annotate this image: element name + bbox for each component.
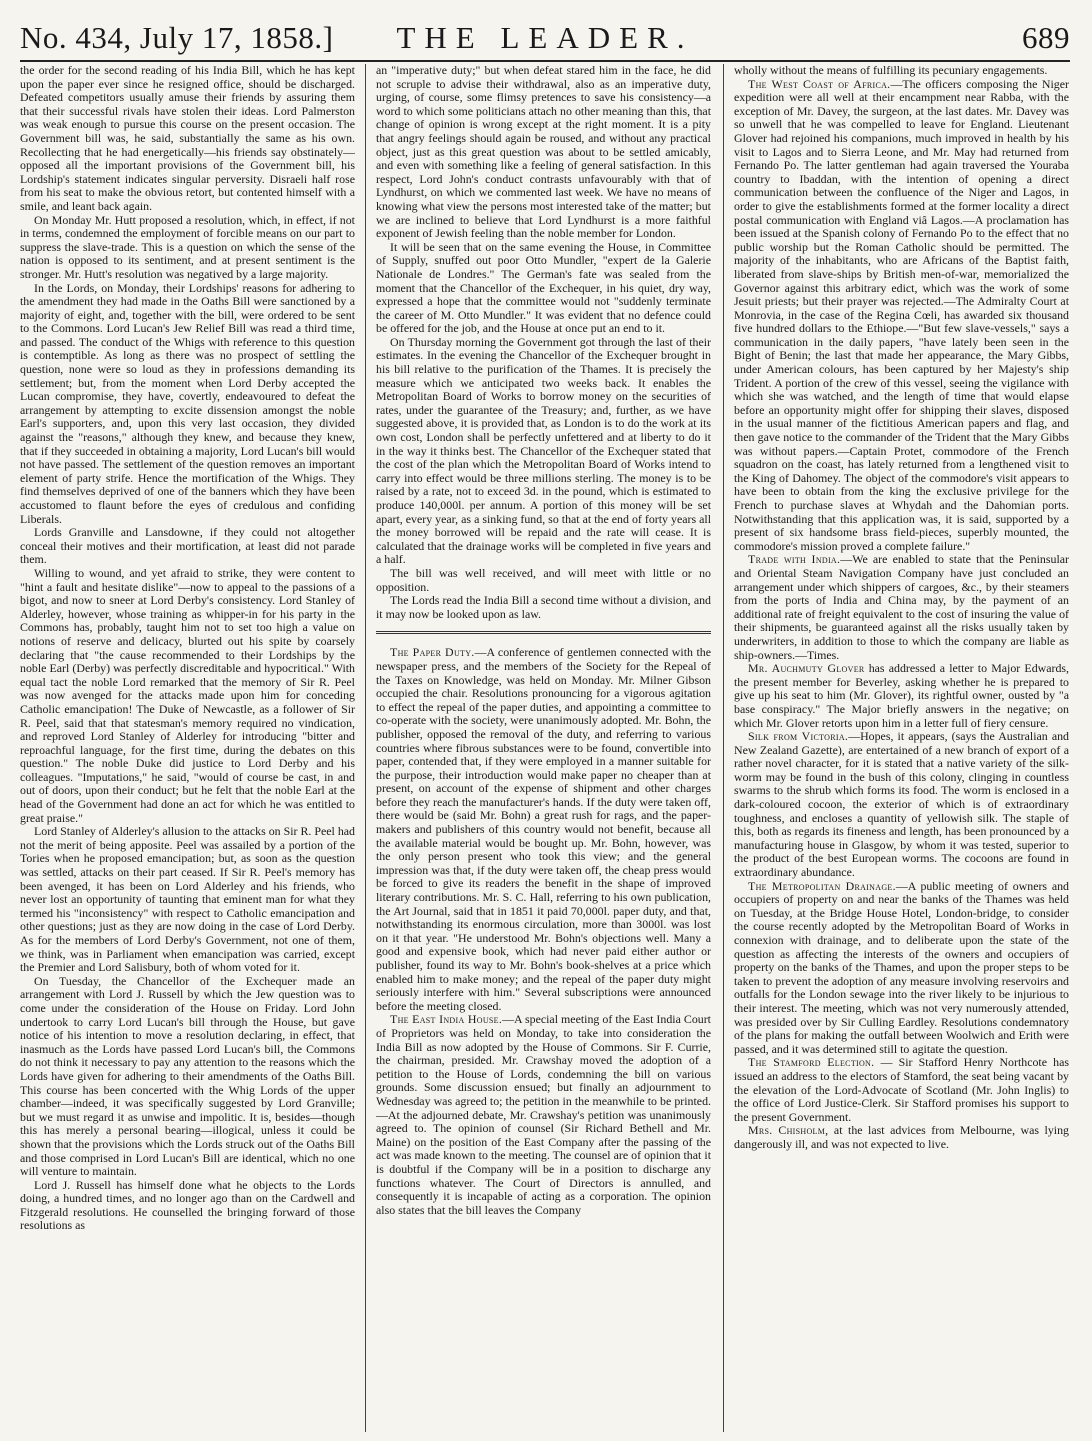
news-item-auchmuty-glover: [734, 662, 1069, 730]
item-heading: Trade with India.: [748, 552, 841, 567]
paragraph: It will be seen that on the same evening the House, in Committee of Supply, snuffed out poor Otto Mundler, "expert de la Galerie Nationale de Londres." The German's fate was sealed from the moment that the Chancellor of the Exchequer, in his quiet, dry way, expressed a hope that the committee would not "suddenly terminate the career of M. Otto Mundler." It was evident that no defence could be offered for the job, and the House at once put an end to it.: [376, 239, 711, 336]
news-item-trade-with-india: [734, 553, 1069, 662]
news-item-west-coast-africa: [734, 78, 1069, 554]
item-body: —Hopes, it appears, (says the Australian and New Zealand Gazette), are entertained of a new branch of export of a rather novel character, for it is stated that a native variety of the silk-worm may be found in the bush of this colony, clinging in countless swarms to the shrub which forms its food. The worm is enclosed in a dark-coloured cocoon, the exterior of which is of extraordinary toughness, and encloses a quantity of yellowish silk. The staple of this, both as regards its fineness and length, has been pronounced by a manufacturing house in Glasgow, by whom it was tested, superior to the product of the best European worms. The cocoons are found in extraordinary abundance.: [734, 729, 1069, 880]
paragraph: On Monday Mr. Hutt proposed a resolution, which, in effect, if not in terms, condemned the employment of forcible means on our part to suppress the slave-trade. This is a question on which the sense of the nation is opposed to its sentiment, and at present sentiment is the stronger. Mr. Hutt's resolution was negatived by a large majority.: [20, 212, 355, 281]
item-heading: Mr. Auchmuty Glover: [748, 661, 865, 676]
paragraph: On Thursday morning the Government got through the last of their estimates. In the evening the Chancellor of the Exchequer brought in his bill relative to the purification of the Thames. It is precisely the measure which we anticipated two weeks back. It enables the Metropolitan Board of Works to borrow money on the securities of rates, under the guarantee of the Treasury; and, further, as we have suggested above, it is provided that, as London is to do the work at its own cost, London shall be perfectly unfettered and at liberty to do it in the way it thinks best. The Chancellor of the Exchequer stated that the cost of the plan which the Metropolitan Board of Works intend to carry into effect would be three millions sterling. The money is to be raised by a rate, not to exceed 3d. in the pound, which is estimated to produce 140,000l. per annum. A portion of this money will be set apart, every year, as a sinking fund, so that at the end of forty years all the money borrowed will be repaid and the rate will cease. It is calculated that the drainage works will be completed in five years and a half.: [376, 334, 711, 567]
section-divider: [376, 633, 711, 634]
item-heading: Silk from Victoria.: [748, 729, 849, 744]
column-3: [734, 64, 1069, 1432]
column-rule-1: [365, 64, 366, 1432]
paragraph: the order for the second reading of his India Bill, which he has kept upon the paper ever since he resigned office, should be discharged. Defeated competitors usually amuse their friends by assuring them that their successful rivals have stolen their ideas. Lord Palmerston was weak enough to pursue this course on the present occasion. The Government bill was, he said, substantially the same as his own. Recollecting that he had energetically—his friends say obstinately—opposed all the important provisions of the Government bill, his Lordship's statement indicates singular perversity. Disraeli half rose from his seat to make the obvious retort, but contented himself with a smile, and leant back again.: [20, 64, 355, 213]
column-rule-2: [723, 64, 724, 1432]
section-divider: [376, 631, 711, 632]
item-body: —We are enabled to state that the Peninsular and Oriental Steam Navigation Company have just concluded an arrangement under which shippers of cargoes, &c., by their steamers from the ports of India and China may, by the payment of an additional rate of freight equivalent to the cost of insuring the value of their shipments, be guaranteed against all the risks usually taken by underwriters, in addition to those to which the company are liable as ship-owners.—Times.: [734, 552, 1069, 662]
item-heading: The Metropolitan Drainage.: [748, 878, 896, 893]
item-heading: The Paper Duty.: [390, 645, 475, 660]
news-item-stamford-election: [734, 1056, 1069, 1124]
paragraph: an "imperative duty;" but when defeat stared him in the face, he did not scruple to advise their withdrawal, also as an imperative duty, urging, of course, some flimsy pretences to save his consistency—a word to which some politicians attach no other meaning than this, that change of opinion is wrong except at the right moment. It is a pity that angry feelings should again be roused, and without any practical object, just as this great question was about to be settled amicably, and even with something like a feeling of general satisfaction. In this respect, Lord John's conduct contrasts unfavourably with that of Lyndhurst, on which we commented last week. We have no means of knowing what view the persons most interested take of the matter; but we are inclined to believe that Lord Lyndhurst is a more faithful exponent of Jewish feeling than the noble member for London.: [376, 64, 711, 241]
item-body: —A conference of gentlemen connected with the newspaper press, and the members of the Society for the Repeal of the Taxes on Knowledge, was held on Monday. Mr. Milner Gibson occupied the chair. Resolutions pronouncing for a vigorous agitation to effect the repeal of the paper duties, and appointing a committee to co-operate with the society, were unanimously adopted. Mr. Bohn, the publisher, opposed the removal of the duty, and referring to various countries where fibrous substances were to be found, convertible into paper, contended that, if they were employed in a manner suitable for the purpose, their introduction would make paper no cheaper than at present, on account of the expense of shipment and other charges before they reach the manufacturer's hands. If the duty were taken off, there would be (said Mr. Bohn) a great rush for rags, and the paper-makers and publishers of this country would not benefit, because all the available material would be bought up. Mr. Bohn, however, was the only person present who took this view; and the general impression was that, if the duty were taken off, the cheap press would be forced to give its readers the benefit in the shape of improved literary contributions. Mr. S. C. Hall, referring to his own publication, the Art Journal, said that in 1851 it paid 70,000l. paper duty, and that, notwithstanding its enormous circulation, more than 3000l. was lost on it that year. "He understood Mr. Bohn's objections well. Many a good and expensive book, which had never paid either author or publisher, found its way to Mr. Bohn's book-shelves at a price which enabled him to make money; and the repeal of the paper duty might seriously interfere with him." Several subscriptions were announced before the meeting closed.: [376, 645, 711, 1013]
item-body: — Sir Stafford Henry Northcote has issued an address to the electors of Stamford, the seat being vacant by the elevation of the Lord-Advocate of Scotland (Mr. John Inglis) to the office of Lord Justice-Clerk. Sir Stafford promises his support to the present Government.: [734, 1055, 1069, 1124]
column-2: [376, 64, 711, 1432]
item-heading: Mrs. Chisholm,: [748, 1123, 829, 1138]
paragraph: The bill was well received, and will meet with little or no opposition.: [376, 565, 711, 594]
paragraph: Willing to wound, and yet afraid to strike, they were content to "hint a fault and hesitate dislike"—now to appeal to the passions of a bigot, and now to sneer at Lord Derby's consistency. Lord Stanley of Alderley, however, whose training as whipper-in for his party in the Commons has, probably, taught him not to set too high a value on notions of reserve and delicacy, blurted out his spite by coarsely declaring that "the cause recommended to their Lordships by the noble Earl (Derby) was perfectly discreditable and hypocritical." With equal tact the noble Lord remarked that the memory of Sir R. Peel was now avenged for the attacks made upon him for conceding Catholic emancipation! The Duke of Newcastle, as a follower of Sir R. Peel, said that that statesman's memory required no vindication, and reproved Lord Stanley of Alderley for introducing "bitter and reproachful language, for the first time, during the debates on this question." The noble Duke did justice to Lord Derby and his colleagues. "Imputations," he said, "would of course be cast, in and out of doors, upon their conduct; but he felt that the noble Earl at the head of the Government had done an act for which he was entitled to great praise.": [20, 565, 355, 825]
news-item-east-india-house: [376, 1013, 711, 1217]
item-body: at the last advices from Melbourne, was lying dangerously ill, and was not expected to live.: [734, 1123, 1069, 1151]
news-item-silk-from-victoria: [734, 730, 1069, 880]
paragraph: The Lords read the India Bill a second time without a division, and it may now be looked upon as law.: [376, 593, 711, 621]
paragraph: Lord Stanley of Alderley's allusion to the attacks on Sir R. Peel had not the merit of being apposite. Peel was assailed by a portion of the Tories when he proposed emancipation; but, as soon as the question was settled, attacks on their part ceased. If Sir R. Peel's memory has been avenged, it has been on Lord Alderley and his friends, who never lost an opportunity of taunting that eminent man for what they termed his "inconsistency" with respect to Catholic emancipation and other questions; just as they are now doing in the case of Lord Derby. As for the members of Lord Derby's Government, not one of them, we think, was in Parliament when emancipation was carried, except the Premier and Lord Salisbury, both of whom voted for it.: [20, 824, 355, 975]
paragraph: On Tuesday, the Chancellor of the Exchequer made an arrangement with Lord J. Russell by which the Jew question was to come under the consideration of the House on Friday. Lord John undertook to carry Lord Lucan's bill through the House, but gave notice of his intention to move a resolution declaring, in effect, that inasmuch as the Lords have passed Lord Lucan's bill, the Commons do not think it necessary to pay any attention to the reasons which the Lords have given for adhering to their amendments of the Oaths Bill. This course has been concerted with the Whig Lords of the upper chamber—indeed, it was specifically suggested by Lord Granville; but we must regard it as unwise and impolitic. It is, besides—though this has merely a personal bearing—illogical, unless it could be shown that the provisions which the Lords struck out of the Oaths Bill and those comprised in Lord Lucan's Bill are identical, which no one will venture to maintain.: [20, 973, 355, 1179]
newspaper-title: THE LEADER.: [396, 20, 694, 55]
item-body: has addressed a letter to Major Edwards, the present member for Beverley, asking whether he is prepared to give up his seat to him (Mr. Glover), its rightful owner, ousted by "a base conspiracy." The Major briefly answers in the negative; on which Mr. Glover retorts upon him in a letter full of fiery censure.: [734, 661, 1069, 730]
item-heading: The West Coast of Africa.: [748, 76, 891, 91]
page-number: 689: [1022, 20, 1070, 55]
paragraph: wholly without the means of fulfilling its pecuniary engagements.: [734, 64, 1048, 77]
item-body: —The officers composing the Niger expedition were all well at their encampment near Rabba, with the exception of Mr. Davey, the surgeon, at the last dates. Mr. Davey was so unwell that he was compelled to leave for England. Lieutenant Glover had rejoined his companions, much improved in health by his visit to Lagos and to Sierra Leone, and Mr. May had returned from Fernando Po. The latter gentleman had again traversed the Youraba country to Ibaddan, with the intention of opening a direct communication between the confluence of the Niger and Lagos, in order to give the establishments formed at the former locality a direct postal communication with England viâ Lagos.—A proclamation has been issued at the Spanish colony of Fernando Po to the effect that no public worship but the Roman Catholic should be permitted. The majority of the inhabitants, who are Africans of the Baptist faith, liberated from slave-ships by British men-of-war, memorialized the Governor against this arbitrary edict, which was the work of some Jesuit priests; but their prayer was rejected.—The Admiralty Court at Monrovia, in the case of the Regina Cœli, has awarded six thousand five hundred dollars to the Ethiope.—"But few slave-vessels," says a communication in the daily papers, "have lately been seen in the Bight of Benin; the last that made her appearance, the Mary Gibbs, under American colours, has been captured by her Majesty's ship Trident. A portion of the crew of this vessel, seeing the vigilance with which she was watched, and the length of time that would elapse before an opportunity might offer for shipping their slaves, disposed in the usual manner of the fictitious American papers and flag, and then gave notice to the commander of the Trident that the Mary Gibbs was without papers.—Captain Protet, commodore of the French squadron on the coast, has lately returned from a lengthened visit to the King of Dahomey. The object of the commodore's visit appears to have been to obtain from the king the exclusive privilege for the French to purchase slaves at Whydah and the Dahomian ports. Notwithstanding that this application was, it is said, supported by a present of six handsome brass field-pieces, superbly mounted, the commodore's mission proved a complete failure.": [734, 76, 1069, 553]
page-header: [20, 14, 1070, 62]
paragraph: Lords Granville and Lansdowne, if they could not altogether conceal their motives and their mortification, at least did not parade them.: [20, 525, 355, 567]
item-body: —A special meeting of the East India Court of Proprietors was held on Monday, to take into consideration the India Bill as now adopted by the House of Commons. Sir F. Currie, the chairman, presided. Mr. Crawshay moved the adoption of a petition to the House of Lords, condemning the bill on various grounds. Some discussion ensued; but finally an adjournment to Wednesday was agreed to; the petition in the meanwhile to be printed.—At the adjourned debate, Mr. Crawshay's petition was unanimously agreed to. The opinion of counsel (Sir Richard Bethell and Mr. Maine) on the position of the East Company after the passing of the act was made known to the meeting. The counsel are of opinion that it is doubtful if the Company will be in a position to discharge any functions whatever. The Court of Directors is annulled, and consequently it is incapable of acting as a corporation. The opinion also states that the bill leaves the Company: [376, 1012, 711, 1217]
paragraph: In the Lords, on Monday, their Lordships' reasons for adhering to the amendment they had made in the Oaths Bill were sanctioned by a majority of eight, and, together with the bill, were ordered to be sent to the Commons. Lord Lucan's Jew Relief Bill was read a third time, and passed. The conduct of the Whigs with reference to this question is contemptible. As long as there was no prospect of settling the question, none were so loud as they in professions demanding its settlement; but, from the moment when Lord Derby accepted the Lucan compromise, they have, covertly, endeavoured to defeat the arrangement by attempting to excite dissension amongst the noble Earl's supporters, and, upon this very last occasion, they divided against the "reasons," although they knew, and because they knew, that if they succeeded in obtaining a majority, Lord Lucan's bill would not have passed. The settlement of the question removes an important element of party strife. Hence the mortification of the Whigs. They find themselves deprived of one of the banners which they have been accustomed to flaunt before the eyes of credulous and confiding Liberals.: [20, 280, 355, 526]
issue-number-date: No. 434, July 17, 1858.]: [20, 20, 334, 55]
news-item-paper-duty: [376, 646, 711, 1013]
news-item-metropolitan-drainage: [734, 880, 1069, 1057]
item-heading: The Stamford Election.: [748, 1055, 875, 1070]
item-heading: The East India House.: [390, 1012, 503, 1027]
item-body: —A public meeting of owners and occupiers of property on and near the banks of the Thames was held on Tuesday, at the Bridge House Hotel, London-bridge, to consider the course recently adopted by the Metropolitan Board of Works in connexion with drainage, and to deliberate upon the state of the question as affecting the interests of the owners and occupiers of property on the banks of the Thames, and upon the proper steps to be taken to prevent the adoption of any measure involving reservoirs and outfalls for the London sewage into the river likely to be injurious to their interest. The meeting, which was not very numerously attended, was presided over by Sir Culling Eardley. Resolutions condemnatory of the plans for making the outfall between Woolwich and Erith were passed, and it was determined still to agitate the question.: [734, 878, 1069, 1056]
column-1: [20, 64, 355, 1432]
news-item-mrs-chisholm: [734, 1124, 1069, 1151]
paragraph: Lord J. Russell has himself done what he objects to the Lords doing, a hundred times, and no longer ago than on the Cardwell and Fitzgerald resolutions. He counselled the bringing forward of those resolutions as: [20, 1177, 355, 1233]
